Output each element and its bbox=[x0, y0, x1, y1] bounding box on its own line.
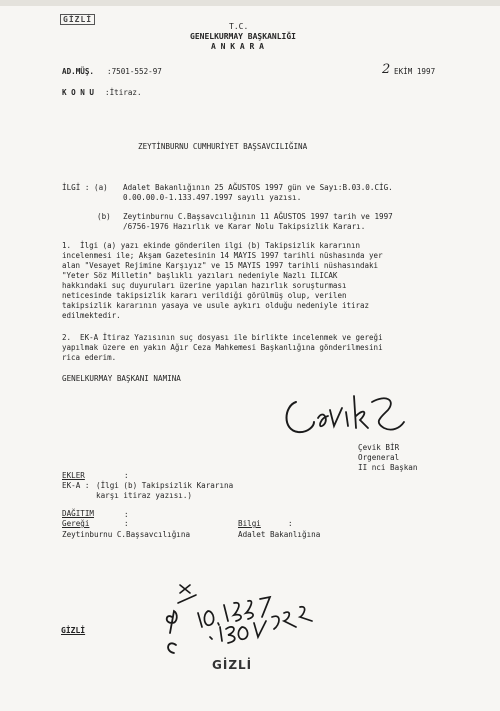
paragraph-line: incelenmesi ile; Akşam Gazetesinin 14 MAYIS 1997 tarihli nüshasında yer bbox=[62, 251, 383, 260]
paragraph-line: 1. İlgi (a) yazı ekinde gönderilen ilgi (b) Takipsizlik kararının bbox=[62, 241, 361, 250]
paragraph-line: edilmektedir. bbox=[62, 311, 121, 320]
signatory-rank: Orgeneral bbox=[358, 453, 400, 462]
ekler-item-line2: karşı itiraz yazısı.) bbox=[96, 491, 193, 500]
geregi-label: Gereği bbox=[62, 519, 90, 528]
bilgi-value: Adalet Bakanlığına bbox=[238, 530, 321, 539]
paragraph-line: hakkındaki suç duyuruları üzerine yapılan hazırlık soruşturması bbox=[62, 281, 347, 290]
handwritten-annotation bbox=[150, 565, 330, 655]
addressee: ZEYTİNBURNU CUMHURİYET BAŞSAVCILIĞINA bbox=[138, 142, 308, 151]
ilgi-b-line2: /6756-1976 Hazırlık ve Karar Nolu Takipsizlik Kararı. bbox=[123, 222, 366, 231]
ekler-label: EKLER bbox=[62, 471, 85, 480]
bilgi-colon: : bbox=[288, 519, 293, 528]
paragraph-line: takipsizlik kararının yasaya ve usule aykırı olduğu nedeniyle itiraz bbox=[62, 301, 370, 310]
konu-value: :İtiraz. bbox=[105, 88, 142, 97]
geregi-value: Zeytinburnu C.Başsavcılığına bbox=[62, 530, 191, 539]
konu-label: K O N U bbox=[62, 88, 95, 97]
paragraph-line: rica ederim. bbox=[62, 353, 117, 362]
paragraph-line: "Yeter Söz Milletin" başlıklı yazıları nedeniyle Nazlı ILICAK bbox=[62, 271, 338, 280]
ilgi-a-line2: 0.00.00.0-1.133.497.1997 sayılı yazısı. bbox=[123, 193, 302, 202]
signature bbox=[268, 392, 418, 442]
paragraph-line: alan "Vesayet Rejimine Karşıyız" ve 15 MAYIS 1997 tarihli nüshasındaki bbox=[62, 261, 379, 270]
paragraph-line: yapılmak üzere en yakın Ağır Ceza Mahkemesi Başkanlığına gönderilmesini bbox=[62, 343, 383, 352]
ilgi-b-label: (b) bbox=[97, 212, 111, 221]
dagitim-colon: : bbox=[124, 510, 129, 519]
ilgi-a-line1: Adalet Bakanlığının 25 AĞUSTOS 1997 gün ve Sayı:B.03.0.CİG. bbox=[123, 183, 393, 192]
date-month-year: EKİM 1997 bbox=[394, 67, 436, 76]
paragraph-line: 2. EK-A İtiraz Yazısının suç dosyası ile birlikte incelenmek ve gereği bbox=[62, 333, 383, 342]
bilgi-label: Bilgi bbox=[238, 519, 261, 528]
signatory-title: II nci Başkan bbox=[358, 463, 418, 472]
signatory-name: Çevik BİR bbox=[358, 443, 400, 452]
ad-mus-label: AD.MÜŞ. bbox=[62, 67, 95, 76]
ad-mus-value: :7501-552-97 bbox=[107, 67, 162, 76]
date-day-handwritten: 2 bbox=[382, 62, 391, 77]
scan-edge bbox=[0, 0, 500, 6]
ekler-colon: : bbox=[124, 471, 129, 480]
ilgi-b-line1: Zeytinburnu C.Başsavcılığının 11 AĞUSTOS 1997 tarih ve 1997 bbox=[123, 212, 393, 221]
dagitim-label: DAĞITIM bbox=[62, 509, 95, 518]
ekler-item-line1: (İlgi (b) Takipsizlik Kararına bbox=[96, 481, 234, 490]
header-city: A N K A R A bbox=[211, 42, 264, 51]
geregi-colon: : bbox=[124, 519, 129, 528]
ilgi-label: İLGİ : (a) bbox=[62, 183, 108, 192]
ekler-item-label: EK-A : bbox=[62, 481, 90, 490]
paragraph-line: neticesinde takipsizlik kararı verildiği görülmüş olup, verilen bbox=[62, 291, 347, 300]
classification-corner-stamp: GİZLİ bbox=[60, 14, 95, 25]
on-behalf-line: GENELKURMAY BAŞKANI NAMINA bbox=[62, 374, 181, 383]
header-org: GENELKURMAY BAŞKANLIĞI bbox=[190, 32, 296, 41]
header-tc: T.C. bbox=[229, 22, 249, 31]
classification-left: GİZLİ bbox=[61, 626, 86, 635]
classification-bottom: GİZLİ bbox=[212, 658, 253, 672]
